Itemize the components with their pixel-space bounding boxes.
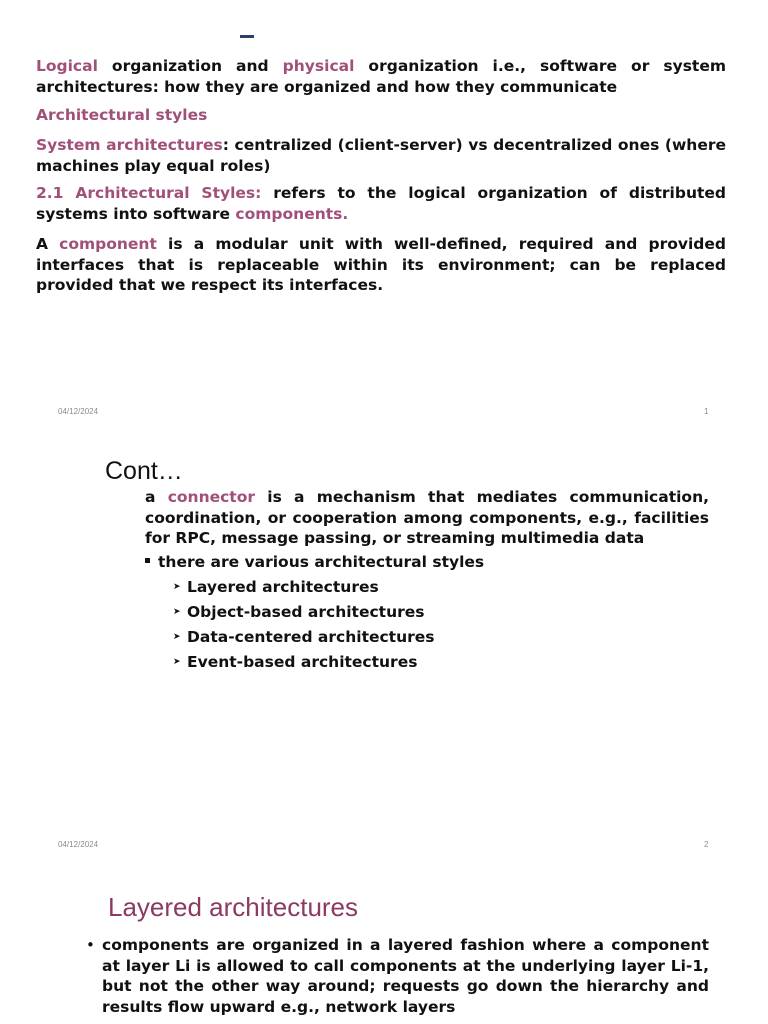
list-item [173,602,425,623]
list-item [173,627,435,648]
dot-bullet-icon: • [86,936,95,954]
text-span: is a modular unit with well-defined, required and provided interfaces that is replaceable within its environment; can be replaced provided that we respect its interfaces. [36,235,726,294]
slide2-paragraph-connector [145,487,709,549]
list-item [173,652,417,673]
logical-keyword: Logical [36,57,98,75]
text-span: organization i.e., software or system architectures: how they are organized and how they communicate [36,57,726,96]
arrow-bullet-icon: ➤ [173,631,181,642]
list-item [173,577,379,598]
slide2-bullet [145,552,484,572]
connector-keyword: connector [167,488,256,506]
square-bullet-icon [145,558,150,563]
slide3-title: Layered architectures [108,892,359,922]
text-span: organization and [97,57,283,75]
slide1-paragraph-system-architectures [36,135,726,176]
text-span: A [36,235,60,253]
list-item-label: Event-based architectures [187,653,418,671]
list-item-label: Layered architectures [187,578,379,596]
components-keyword: components. [235,204,349,223]
slide1-paragraph-architectural-styles [36,183,726,224]
slide2-footer-date: 04/12/2024 [58,840,99,849]
text-span: is a mechanism that mediates communication, coordination, or cooperation among components, e.g., facilities for RPC, message passing, or streaming multimedia data [145,488,709,547]
physical-keyword: physical [282,57,355,75]
architectural-styles-heading: Architectural styles [36,106,208,124]
title-dash [240,35,254,38]
system-architectures-keyword: System architectures [36,136,223,154]
slide1-page-number: 1 [704,407,709,416]
text-span: : centralized (client-server) vs decentralized ones (where machines play equal roles) [36,136,727,175]
list-item-label: Data-centered architectures [187,628,435,646]
section-2-1-keyword: 2.1 Architectural Styles: [36,184,262,202]
slide1-paragraph-organization [36,56,726,97]
slide1-footer-date: 04/12/2024 [58,407,99,416]
slide1-paragraph-component-definition [36,234,726,296]
arrow-bullet-icon: ➤ [173,656,181,667]
list-item-label: Object-based architectures [187,603,425,621]
text-span: refers to the logical organization of distributed systems into software [36,184,726,223]
slide2-title: Cont… [105,457,183,485]
component-keyword: component [59,235,157,253]
arrow-bullet-icon: ➤ [173,581,181,592]
arrow-bullet-icon: ➤ [173,606,181,617]
text-span: a [145,488,168,506]
bullet-text: there are various architectural styles [158,553,485,571]
slide2-page-number: 2 [704,840,709,849]
slide3-paragraph-layered: components are organized in a layered fashion where a component at layer Li is allowed to call components at the underlying layer Li-1, but not the other way around; requests go down the hierarchy and results flow upward e.g., network layers [102,936,709,1016]
